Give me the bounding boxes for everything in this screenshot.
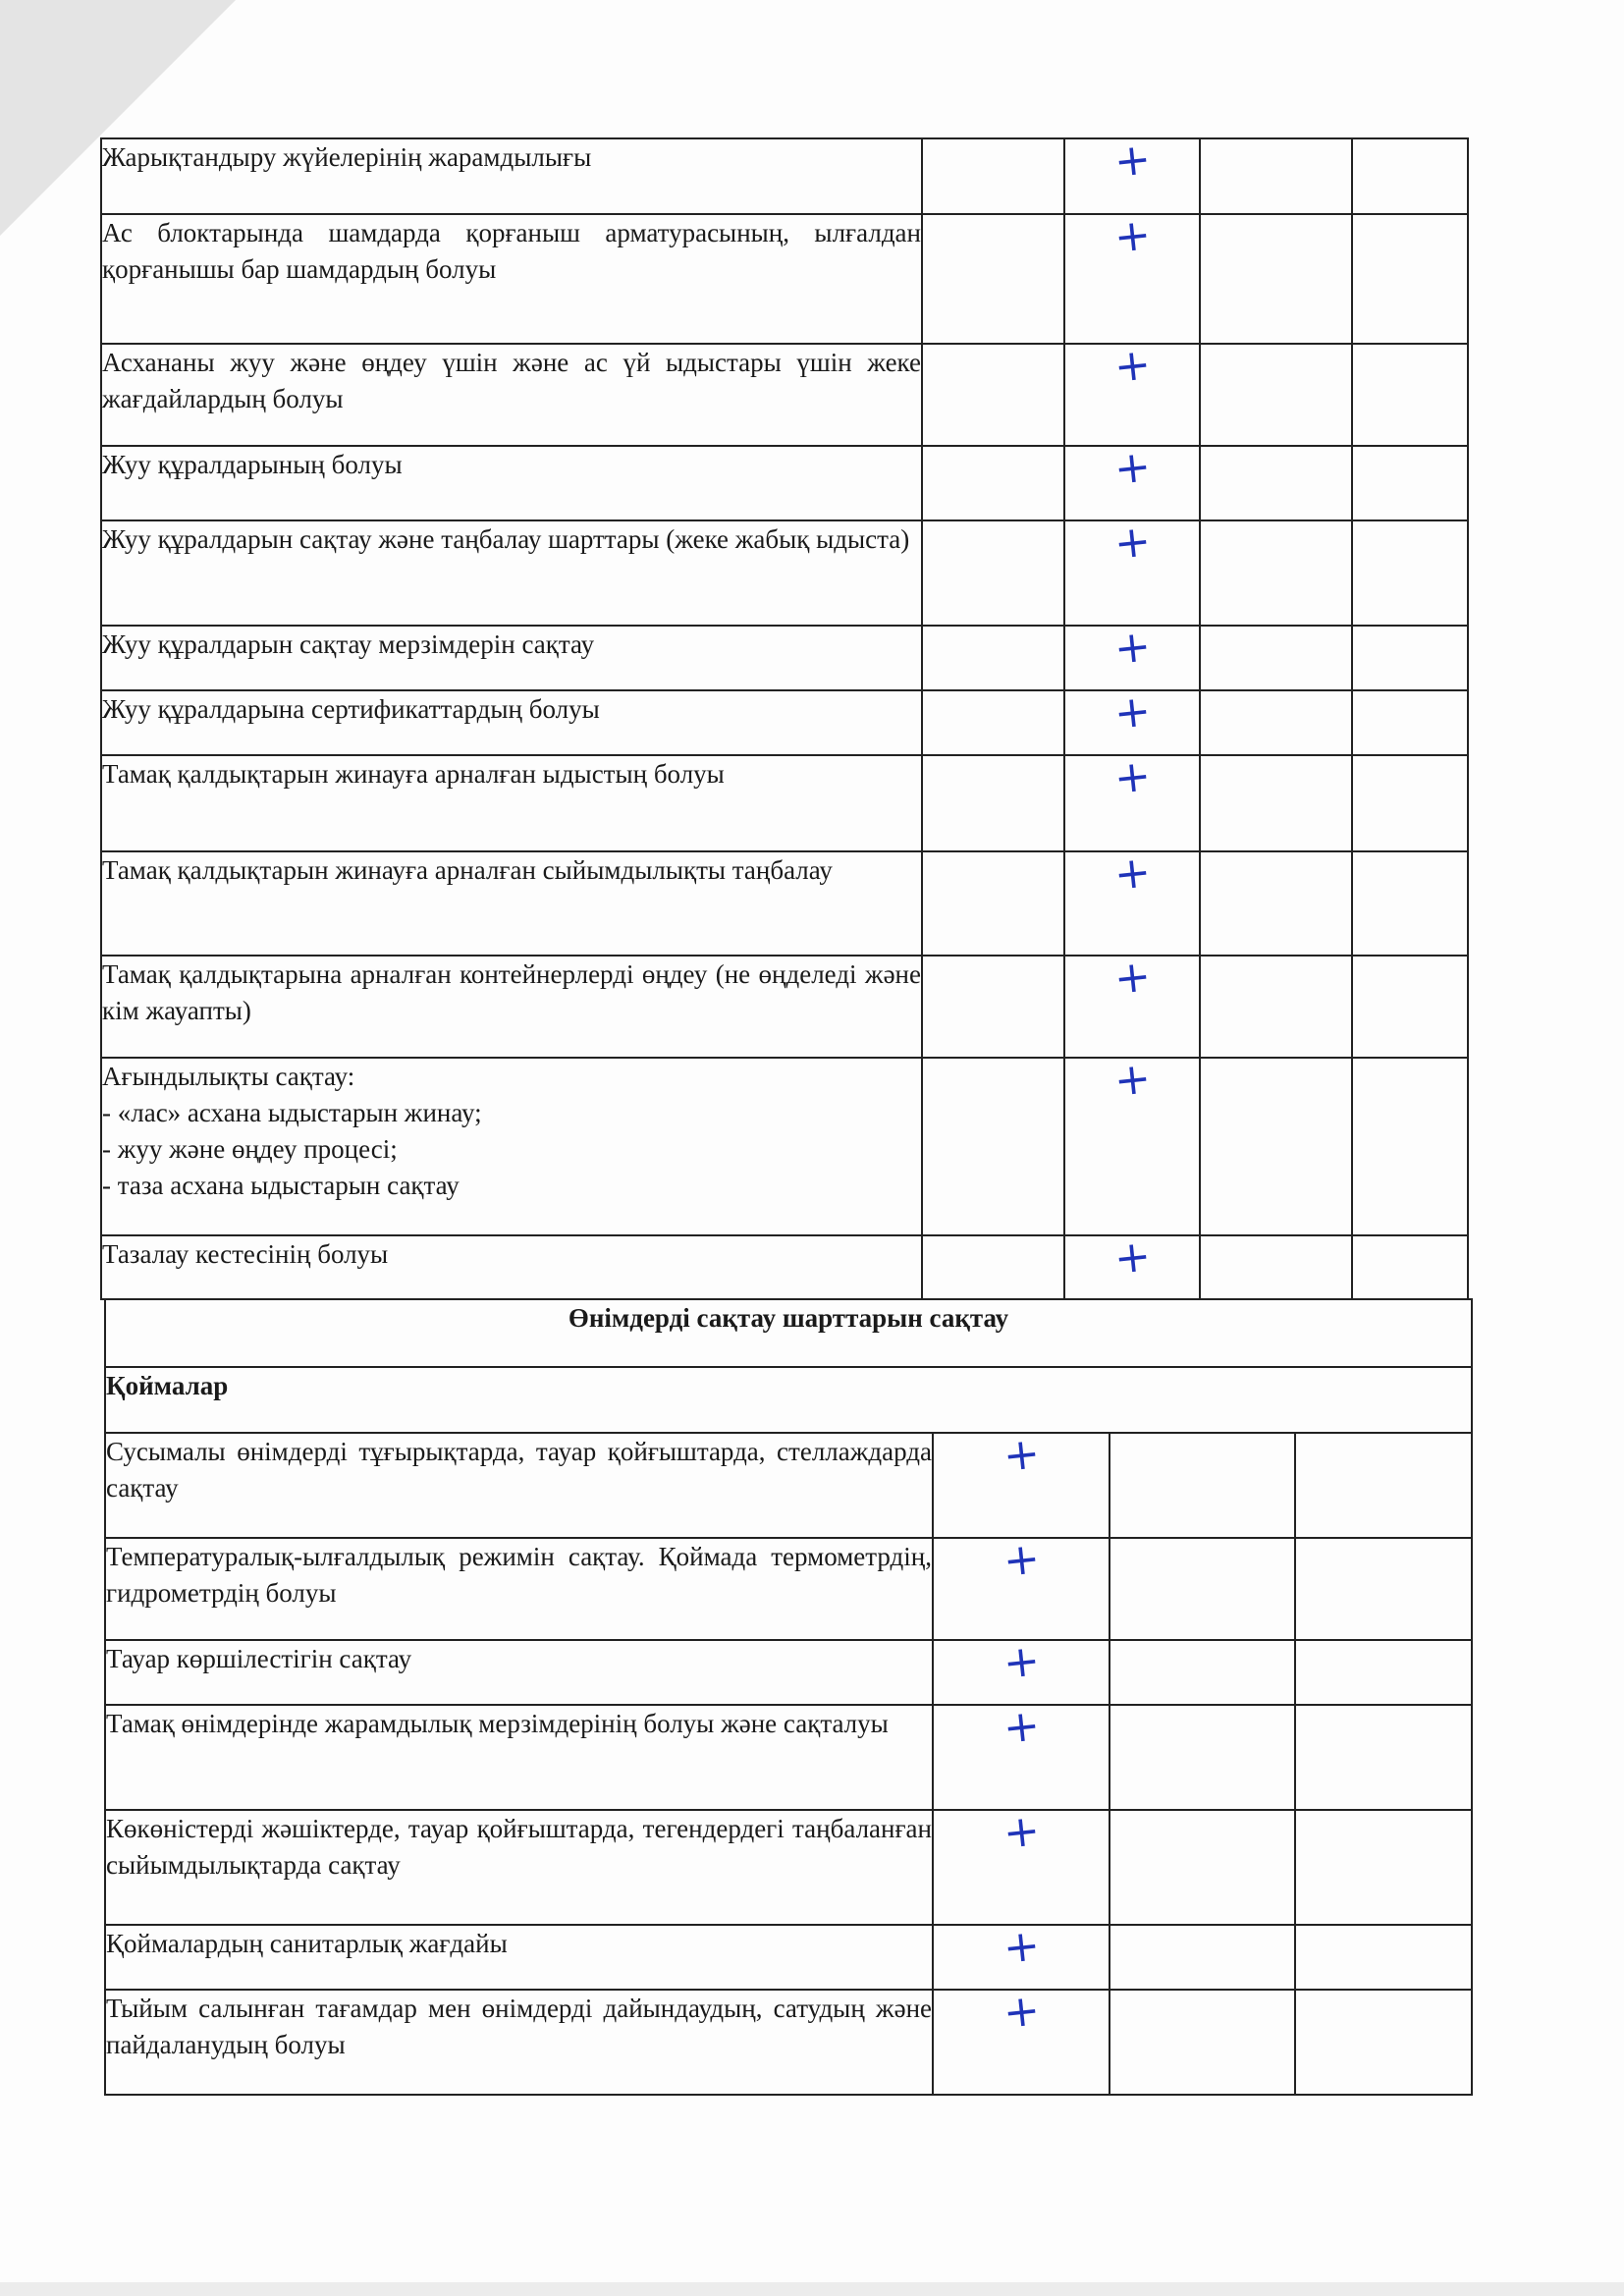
check-cell xyxy=(933,1700,1110,1810)
criterion-cell: Жарықтандыру жүйелерінің жарамдылығы xyxy=(101,138,922,214)
empty-cell xyxy=(1352,755,1468,851)
table-row xyxy=(101,214,1468,344)
criterion-cell: Көкөністерді жәшіктерде, тауар қойғыштарда, тегендердегі таңбаланған сыйымдылықтарда сақтау xyxy=(105,1810,933,1925)
handwritten-plus-mark: + xyxy=(1110,516,1153,570)
table-row xyxy=(101,690,1468,755)
check-cell xyxy=(933,1805,1110,1925)
empty-cell xyxy=(922,1058,1064,1235)
empty-cell xyxy=(1110,1433,1295,1538)
table-row xyxy=(101,344,1468,446)
check-cell xyxy=(1064,1230,1200,1299)
table-row xyxy=(101,446,1468,520)
empty-cell xyxy=(1200,138,1352,214)
table-row xyxy=(101,1235,1468,1299)
empty-cell xyxy=(1352,956,1468,1058)
table-row xyxy=(101,851,1468,956)
criterion-cell: Тауар көршілестігін сақтау xyxy=(105,1640,933,1705)
handwritten-plus-mark: + xyxy=(1000,1533,1042,1587)
table-row xyxy=(105,1810,1472,1925)
empty-cell xyxy=(1110,1990,1295,2095)
section-title: Өнімдерді сақтау шарттарын сақтау xyxy=(105,1299,1472,1367)
empty-cell xyxy=(1352,851,1468,956)
empty-cell xyxy=(922,755,1064,851)
empty-cell xyxy=(1295,1640,1472,1705)
empty-cell xyxy=(1352,344,1468,446)
check-cell xyxy=(1064,847,1200,956)
criterion-cell: Ағындылықты сақтау: - «лас» асхана ыдыстарын жинау; - жуу және өңдеу процесі; - таза асхана ыдыстарын сақтау xyxy=(101,1058,922,1235)
handwritten-plus-mark: + xyxy=(1110,685,1153,739)
empty-cell xyxy=(1295,1538,1472,1640)
empty-cell xyxy=(922,138,1064,214)
check-cell xyxy=(1064,1053,1200,1235)
check-cell xyxy=(933,1428,1110,1538)
check-cell xyxy=(1064,951,1200,1058)
check-cell xyxy=(1064,134,1200,214)
table-row xyxy=(105,1990,1472,2095)
table-row xyxy=(105,1705,1472,1810)
criterion-cell: Сусымалы өнімдерді тұғырықтарда, тауар қойғыштарда, стеллаждарда сақтау xyxy=(105,1433,933,1538)
table-row xyxy=(101,755,1468,851)
empty-cell xyxy=(1352,690,1468,755)
check-cell xyxy=(933,1533,1110,1640)
table-row xyxy=(101,138,1468,214)
check-cell xyxy=(1064,209,1200,344)
empty-cell xyxy=(1352,626,1468,690)
empty-cell xyxy=(1110,1925,1295,1990)
table-row xyxy=(101,956,1468,1058)
handwritten-plus-mark: + xyxy=(1110,441,1153,495)
criterion-cell: Тамақ өнімдерінде жарамдылық мерзімдерінің болуы және сақталуы xyxy=(105,1705,933,1810)
criterion-cell: Тамақ қалдықтарына арналған контейнерлерді өңдеу (не өңделеді және кім жауапты) xyxy=(101,956,922,1058)
empty-cell xyxy=(922,214,1064,344)
criterion-cell: Тамақ қалдықтарын жинауға арналған ыдыстың болуы xyxy=(101,755,922,851)
handwritten-plus-mark: + xyxy=(1110,209,1153,263)
empty-cell xyxy=(1110,1640,1295,1705)
handwritten-plus-mark: + xyxy=(1110,339,1153,393)
criterion-cell: Температуралық-ылғалдылық режимін сақтау. Қоймада термометрдің, гидрометрдің болуы xyxy=(105,1538,933,1640)
empty-cell xyxy=(922,1235,1064,1299)
empty-cell xyxy=(922,626,1064,690)
handwritten-plus-mark: + xyxy=(1000,1985,1042,2039)
criterion-cell: Қоймалардың санитарлық жағдайы xyxy=(105,1925,933,1990)
check-cell xyxy=(1064,750,1200,851)
empty-cell xyxy=(1200,956,1352,1058)
checklist-table-bottom xyxy=(104,1298,1473,2096)
subsection-header-row xyxy=(105,1367,1472,1433)
empty-cell xyxy=(1295,1433,1472,1538)
empty-cell xyxy=(1200,755,1352,851)
handwritten-plus-mark: + xyxy=(1110,750,1153,804)
handwritten-plus-mark: + xyxy=(1110,134,1153,188)
empty-cell xyxy=(1200,446,1352,520)
empty-cell xyxy=(1352,446,1468,520)
check-cell xyxy=(933,1635,1110,1705)
empty-cell xyxy=(1200,214,1352,344)
table-row xyxy=(101,1058,1468,1235)
handwritten-plus-mark: + xyxy=(1000,1805,1042,1859)
handwritten-plus-mark: + xyxy=(1000,1428,1042,1482)
empty-cell xyxy=(1352,214,1468,344)
empty-cell xyxy=(1110,1538,1295,1640)
check-cell xyxy=(1064,441,1200,520)
handwritten-plus-mark: + xyxy=(1000,1920,1042,1974)
check-cell xyxy=(1064,621,1200,690)
handwritten-plus-mark: + xyxy=(1110,847,1153,901)
subsection-title: Қоймалар xyxy=(105,1367,1472,1433)
check-cell xyxy=(1064,685,1200,755)
check-cell xyxy=(933,1920,1110,1990)
section-header-row xyxy=(105,1299,1472,1367)
criterion-cell: Жуу құралдарын сақтау мерзімдерін сақтау xyxy=(101,626,922,690)
empty-cell xyxy=(1200,520,1352,626)
handwritten-plus-mark: + xyxy=(1000,1635,1042,1689)
empty-cell xyxy=(922,446,1064,520)
empty-cell xyxy=(1110,1810,1295,1925)
handwritten-plus-mark: + xyxy=(1110,951,1153,1005)
scan-bottom-edge xyxy=(0,2282,1624,2296)
check-cell xyxy=(1064,516,1200,626)
empty-cell xyxy=(1200,851,1352,956)
criterion-cell: Тамақ қалдықтарын жинауға арналған сыйымдылықты таңбалау xyxy=(101,851,922,956)
empty-cell xyxy=(922,851,1064,956)
empty-cell xyxy=(1352,1058,1468,1235)
handwritten-plus-mark: + xyxy=(1000,1700,1042,1754)
empty-cell xyxy=(1110,1705,1295,1810)
table-row xyxy=(101,520,1468,626)
empty-cell xyxy=(1200,690,1352,755)
empty-cell xyxy=(1200,344,1352,446)
criterion-cell: Асхананы жуу және өңдеу үшін және ас үй ыдыстары үшін жеке жағдайлардың болуы xyxy=(101,344,922,446)
handwritten-plus-mark: + xyxy=(1110,1053,1153,1107)
empty-cell xyxy=(1352,520,1468,626)
table-row xyxy=(105,1433,1472,1538)
empty-cell xyxy=(922,344,1064,446)
empty-cell xyxy=(1295,1925,1472,1990)
empty-cell xyxy=(1295,1705,1472,1810)
check-cell xyxy=(933,1985,1110,2095)
empty-cell xyxy=(1352,138,1468,214)
table-row xyxy=(105,1538,1472,1640)
criterion-cell: Жуу құралдарын сақтау және таңбалау шарттары (жеке жабық ыдыста) xyxy=(101,520,922,626)
table-row xyxy=(101,626,1468,690)
check-cell xyxy=(1064,339,1200,446)
empty-cell xyxy=(1352,1235,1468,1299)
empty-cell xyxy=(1200,1058,1352,1235)
handwritten-plus-mark: + xyxy=(1110,1230,1153,1285)
empty-cell xyxy=(922,956,1064,1058)
criterion-cell: Тыйым салынған тағамдар мен өнімдерді дайындаудың, сатудың және пайдаланудың болуы xyxy=(105,1990,933,2095)
empty-cell xyxy=(1295,1990,1472,2095)
table-row xyxy=(105,1925,1472,1990)
table-row xyxy=(105,1640,1472,1705)
empty-cell xyxy=(922,520,1064,626)
handwritten-plus-mark: + xyxy=(1110,621,1153,675)
criterion-cell: Жуу құралдарына сертификаттардың болуы xyxy=(101,690,922,755)
empty-cell xyxy=(1295,1810,1472,1925)
checklist-table-top xyxy=(100,134,1469,1300)
empty-cell xyxy=(922,690,1064,755)
criterion-cell: Ас блоктарында шамдарда қорғаныш арматурасының, ылғалдан қорғанышы бар шамдардың болуы xyxy=(101,214,922,344)
empty-cell xyxy=(1200,1235,1352,1299)
criterion-cell: Жуу құралдарының болуы xyxy=(101,446,922,520)
criterion-cell: Тазалау кестесінің болуы xyxy=(101,1235,922,1299)
empty-cell xyxy=(1200,626,1352,690)
